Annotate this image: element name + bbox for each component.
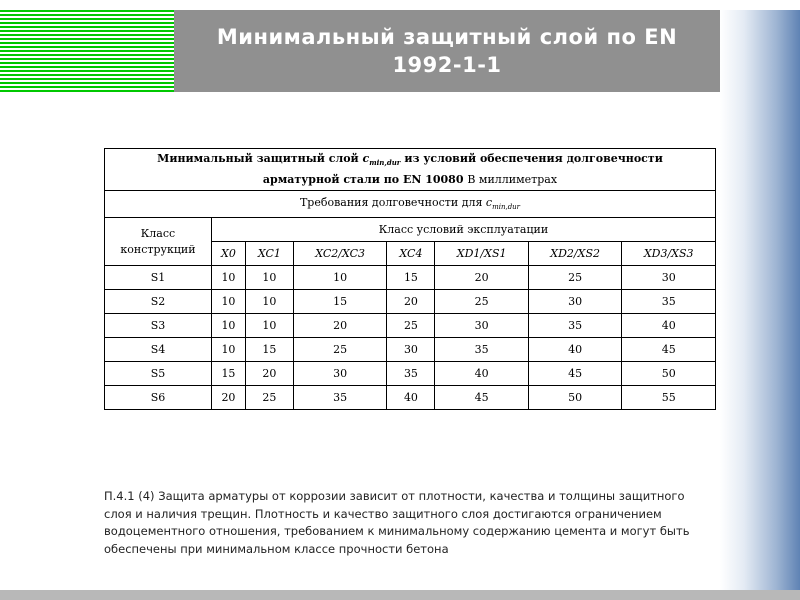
slide-title: Минимальный защитный слой по EN 1992-1-1 [216, 25, 678, 77]
note-paragraph: П.4.1 (4) Защита арматуры от коррозии зависит от плотности, качества и толщины защитного слоя и наличия трещин. Плотность и качество защитного слоя достигаются ограничением водоцементного отношения, требованием к минимальному содержанию цемента и могут быть обеспечены при минимальном классе прочности бетона [104, 489, 690, 556]
cover-value-cell: 20 [435, 266, 529, 290]
cover-value-cell: 55 [622, 386, 716, 410]
side-gradient-panel [720, 0, 800, 600]
cover-value-cell: 40 [622, 314, 716, 338]
cover-value-cell: 10 [245, 314, 293, 338]
bottom-bar [0, 590, 800, 600]
cover-value-cell: 45 [435, 386, 529, 410]
cover-value-cell: 40 [528, 338, 622, 362]
cover-value-cell: 20 [212, 386, 246, 410]
cover-value-cell: 20 [293, 314, 387, 338]
exposure-class-cell: X0 [212, 242, 246, 266]
cover-value-cell: 35 [622, 290, 716, 314]
requirements-symbol: c [485, 196, 493, 210]
cover-value-cell: 35 [528, 314, 622, 338]
cover-value-cell: 15 [293, 290, 387, 314]
header-subscript: min,dur [369, 158, 401, 168]
cover-value-cell: 15 [212, 362, 246, 386]
exposure-label-cell: Класс условий эксплуатации [212, 218, 716, 242]
exposure-class-cell: XC1 [245, 242, 293, 266]
header-symbol: c [362, 152, 370, 166]
exposure-class-cell: XD2/XS2 [528, 242, 622, 266]
table-row [105, 338, 716, 362]
cover-value-cell: 35 [435, 338, 529, 362]
cover-value-cell: 25 [528, 266, 622, 290]
cover-value-cell: 35 [293, 386, 387, 410]
cover-value-cell: 30 [293, 362, 387, 386]
cover-value-cell: 25 [245, 386, 293, 410]
class-label-cell: Класс конструкций [105, 218, 212, 266]
green-striped-decoration [0, 10, 174, 92]
header-text: Минимальный защитный слой [157, 152, 363, 166]
exposure-class-cell: XC2/XC3 [293, 242, 387, 266]
structural-class-cell: S2 [105, 290, 212, 314]
structural-class-cell: S4 [105, 338, 212, 362]
table-row [105, 314, 716, 338]
cover-value-cell: 30 [435, 314, 529, 338]
cover-value-cell: 35 [387, 362, 435, 386]
table-row [105, 362, 716, 386]
table-row [105, 386, 716, 410]
cover-value-cell: 15 [245, 338, 293, 362]
cover-value-cell: 25 [387, 314, 435, 338]
cover-value-cell: 10 [293, 266, 387, 290]
structural-class-cell: S6 [105, 386, 212, 410]
cover-value-cell: 10 [212, 314, 246, 338]
cover-value-cell: 30 [622, 266, 716, 290]
cover-value-cell: 15 [387, 266, 435, 290]
cover-value-cell: 50 [622, 362, 716, 386]
cover-value-cell: 20 [245, 362, 293, 386]
table-row [105, 290, 716, 314]
cover-value-cell: 20 [387, 290, 435, 314]
cover-value-cell: 30 [528, 290, 622, 314]
exposure-class-cell: XD3/XS3 [622, 242, 716, 266]
cover-value-cell: 10 [212, 290, 246, 314]
requirements-subscript: min,dur [492, 203, 521, 212]
title-bar [174, 10, 720, 92]
exposure-class-cell: XD1/XS1 [435, 242, 529, 266]
table-row [105, 266, 716, 290]
structural-class-cell: S3 [105, 314, 212, 338]
requirements-row [105, 191, 716, 218]
table-body [105, 266, 716, 410]
exposure-class-cell: XC4 [387, 242, 435, 266]
cover-value-cell: 10 [212, 338, 246, 362]
cover-table [104, 148, 716, 410]
cover-value-cell: 30 [387, 338, 435, 362]
table-header [105, 149, 716, 191]
cover-value-cell: 40 [387, 386, 435, 410]
structural-class-cell: S5 [105, 362, 212, 386]
cover-value-cell: 40 [435, 362, 529, 386]
requirements-text: Требования долговечности для [299, 196, 486, 210]
cover-value-cell: 45 [622, 338, 716, 362]
cover-value-cell: 10 [245, 290, 293, 314]
cover-value-cell: 10 [245, 266, 293, 290]
cover-value-cell: 50 [528, 386, 622, 410]
cover-value-cell: 25 [293, 338, 387, 362]
cover-value-cell: 10 [212, 266, 246, 290]
structural-class-cell: S1 [105, 266, 212, 290]
header-text: из условий обеспечения долговечности [400, 152, 663, 166]
cover-value-cell: 25 [435, 290, 529, 314]
header-units: В миллиметрах [467, 172, 558, 186]
header-text: арматурной стали по EN 10080 [262, 172, 468, 186]
cover-value-cell: 45 [528, 362, 622, 386]
